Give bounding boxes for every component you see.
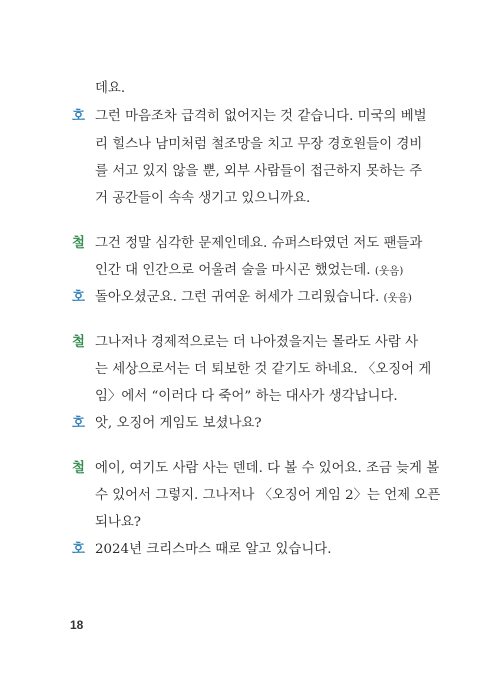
text-line: 수 있어서 그렇지. 그나저나 〈오징어 게임 2〉는 언제 오픈 [95, 488, 441, 503]
laugh-note: (웃음) [374, 265, 404, 277]
text-line: 그나저나 경제적으로는 더 나아졌을지는 몰라도 사람 사 [95, 335, 419, 350]
speaker-label-ho: 호 [72, 109, 85, 124]
speaker-label-ho: 호 [72, 290, 85, 305]
text-line: 거 공간들이 속속 생기고 있으니까요. [95, 191, 311, 206]
text-line: 그런 마음조차 급격히 없어지는 것 같습니다. 미국의 베벌 [95, 109, 427, 124]
speaker-label-cheol: 철 [72, 461, 85, 476]
speaker-label-cheol: 철 [72, 236, 85, 251]
speaker-label-cheol: 철 [72, 335, 85, 350]
text-line [95, 289, 412, 307]
text-line [95, 262, 403, 280]
laugh-note: (웃음) [383, 292, 412, 304]
text-line: 임〉에서 “이러다 다 죽어” 하는 대사가 생각납니다. [95, 389, 398, 404]
text-line: 2024년 크리스마스 때로 알고 있습니다. [95, 542, 332, 557]
text-line: 되나요? [95, 515, 141, 530]
text-main: 돌아오셨군요. 그런 귀여운 허세가 그리웠습니다. [95, 290, 380, 305]
text-line: 리 힐스나 남미처럼 철조망을 치고 무장 경호원들이 경비 [95, 137, 423, 152]
speaker-label-ho: 호 [72, 416, 85, 431]
text-line: 데요. [95, 81, 126, 96]
page-number: 18 [70, 618, 84, 632]
text-main: 인간 대 인간으로 어울려 술을 마시곤 했었는데. [95, 263, 371, 278]
text-line: 그건 정말 심각한 문제인데요. 슈퍼스타였던 저도 팬들과 [95, 236, 423, 251]
text-line: 를 서고 있지 않을 뿐, 외부 사람들이 접근하지 못하는 주 [95, 164, 423, 179]
text-line: 앗, 오징어 게임도 보셨나요? [95, 416, 262, 431]
text-line: 는 세상으로서는 더 퇴보한 것 같기도 하네요. 〈오징어 게 [95, 362, 432, 377]
text-line: 에이, 여기도 사람 사는 덴데. 다 볼 수 있어요. 조금 늦게 볼 [95, 461, 440, 476]
speaker-label-ho: 호 [72, 542, 85, 557]
